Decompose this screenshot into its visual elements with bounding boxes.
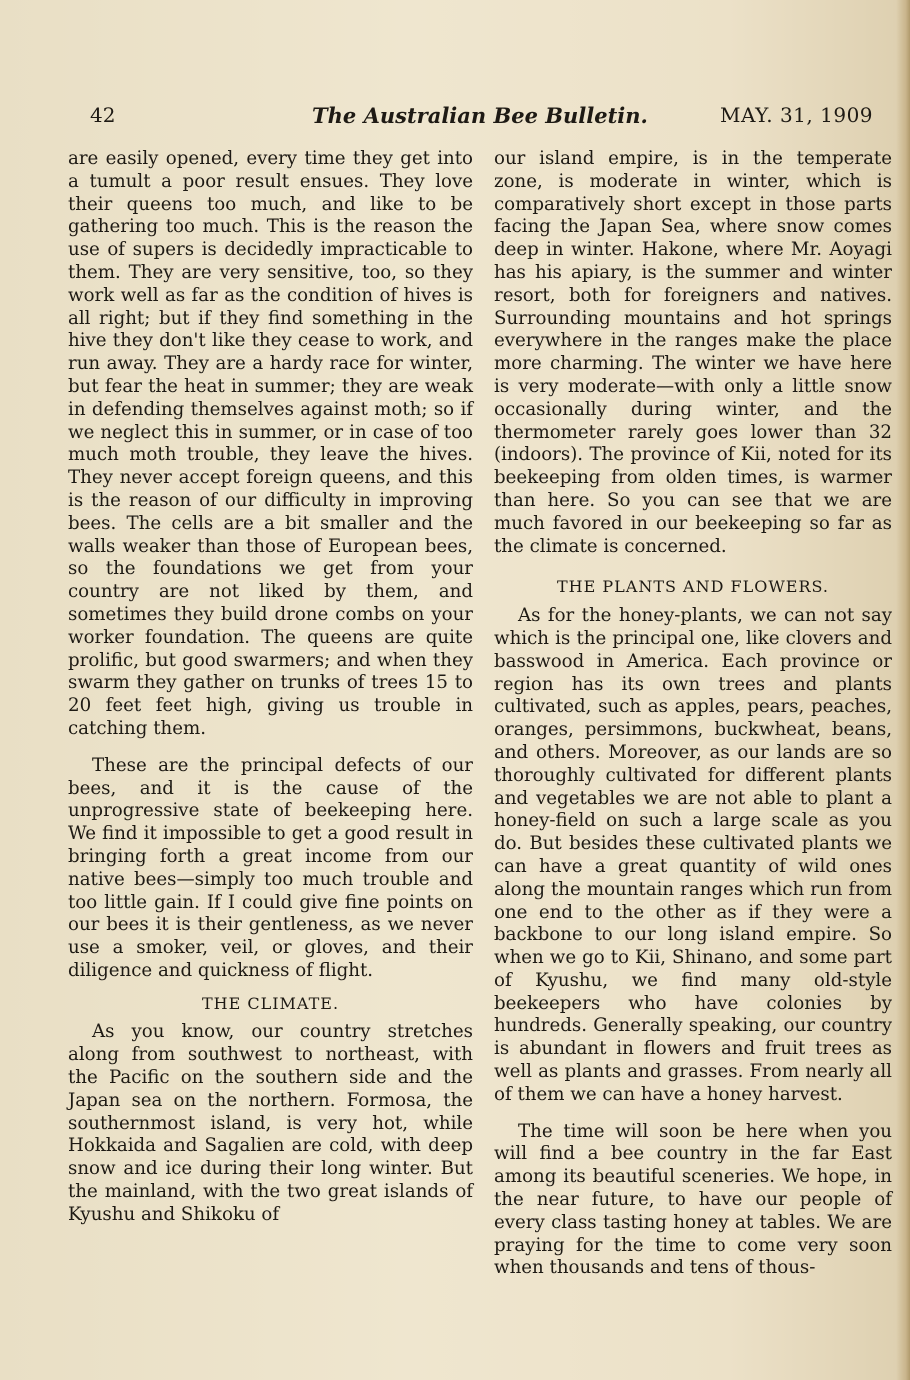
page-edge [896, 0, 910, 1380]
paragraph: As for the honey-plants, we can not say which is the principal one, like clovers and basswood in America. Each province or region has its own trees and plants cultivated, such as apples, pears, peaches, oranges, persimmons, buckwheat, beans, and others. Moreover, as our lands are so thoroughly cultivated for different plants and vegetables we are not able to plant a honey-field on such a large scale as you do. But besides these cultivated plants we can have a great quantity of wild ones along the mountain ranges which run from one end to the other as if they were a backbone to our long island empire. So when we go to Kii, Shinano, and some part of Kyushu, we find many old-style beekeepers who have colonies by hundreds. Generally speaking, our country is abundant in flowers and fruit trees as well as plants and grasses. From nearly all of them we can have a honey harvest. [494, 605, 892, 1105]
paragraph: are easily opened, every time they get into a tumult a poor result ensues. They love their queens too much, and like to be gathering too much. This is the reason the use of supers is decidedly impracticable to them. They are very sensitive, too, so they work well as far as the condition of hives is all right; but if they find something in the hive they don't like they cease to work, and run away. They are a hardy race for winter, but fear the heat in summer; they are weak in defending themselves against moth; so if we neglect this in summer, or in case of too much moth trouble, they leave the hives. They never accept foreign queens, and this is the reason of our difficulty in improving bees. The cells are a bit smaller and the walls weaker than those of European bees, so the foundations we get from your country are not liked by them, and sometimes they build drone combs on your worker foundation. The queens are quite prolific, but good swarmers; and when they swarm they gather on trunks of trees 15 to 20 feet feet high, giving us trouble in catching them. [68, 148, 473, 739]
section-heading-plants: THE PLANTS AND FLOWERS. [556, 577, 829, 597]
running-header [0, 103, 910, 133]
section-heading-climate: THE CLIMATE. [201, 993, 340, 1013]
paragraph: As you know, our country stretches along from southwest to northeast, with the Pacific on the southern side and the Japan sea on the northern. Formosa, the southernmost island, is very hot, while Hokkaida and Sagalien are cold, with deep snow and ice during their long winter. But the mainland, with the two great islands of Kyushu and Shikoku of [68, 1021, 473, 1225]
journal-title: The Australian Bee Bulletin. [312, 103, 648, 128]
left-column [68, 148, 473, 1227]
paragraph: These are the principal defects of our bees, and it is the cause of the unprogressive state of beekeeping here. We find it impossible to get a good result in bringing forth a great income from our native bees—simply too much trouble and too little gain. If I could give fine points on our bees it is their gentleness, as we never use a smoker, veil, or gloves, and their diligence and quickness of flight. [68, 754, 473, 981]
right-column [494, 148, 892, 1280]
page-number: 42 [90, 103, 116, 127]
paragraph: The time will soon be here when you will find a bee country in the far East among its beautiful sceneries. We hope, in the near future, to have our people of every class tasting honey at tables. We are praying for the time to come very soon when thousands and tens of thous- [494, 1120, 892, 1279]
paragraph: our island empire, is in the temperate zone, is moderate in winter, which is comparatively short except in those parts facing the Japan Sea, where snow comes deep in winter. Hakone, where Mr. Aoyagi has his apiary, is the summer and winter resort, both for foreigners and natives. Surrounding mountains and hot springs everywhere in the ranges make the place more charming. The winter we have here is very moderate—with only a little snow occasionally during winter, and the thermometer rarely goes lower than 32 (indoors). The province of Kii, noted for its beekeeping from olden times, is warmer than here. So you can see that we are much favored in our beekeeping so far as the climate is concerned. [494, 148, 892, 557]
issue-date: MAY. 31, 1909 [720, 103, 874, 127]
